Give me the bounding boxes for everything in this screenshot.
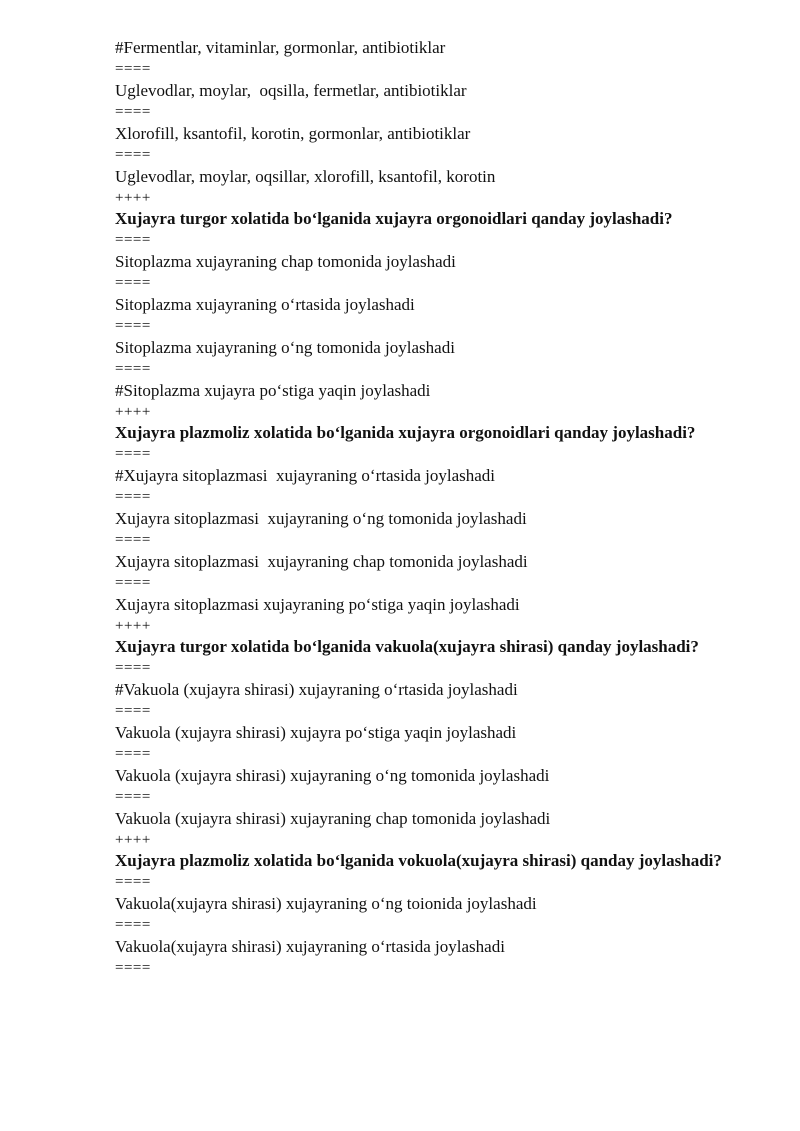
separator-line: ====	[115, 446, 151, 462]
answer-option: #Vakuola (xujayra shirasi) xujayraning o‘rtasida joylashadi	[115, 680, 518, 699]
answer-option: Uglevodlar, moylar, oqsillar, xlorofill, ksantofil, korotin	[115, 167, 496, 186]
separator-line: ====	[115, 275, 151, 291]
separator-line: ====	[115, 361, 151, 377]
answer-option: Vakuola(xujayra shirasi) xujayraning o‘ng toionida joylashadi	[115, 894, 537, 913]
answer-option: Xujayra sitoplazmasi xujayraning po‘stiga yaqin joylashadi	[115, 595, 520, 614]
separator-line: ====	[115, 789, 151, 805]
document-page	[115, 36, 745, 978]
answer-option: Vakuola (xujayra shirasi) xujayra po‘stiga yaqin joylashadi	[115, 723, 517, 742]
answer-option: Sitoplazma xujayraning chap tomonida joylashadi	[115, 252, 456, 271]
question-text: Xujayra turgor xolatida bo‘lganida xujayra orgonoidlari qanday joylashadi?	[115, 209, 673, 228]
answer-option: #Sitoplazma xujayra po‘stiga yaqin joylashadi	[115, 381, 431, 400]
separator-line: ====	[115, 703, 151, 719]
answer-option: Sitoplazma xujayraning o‘rtasida joylashadi	[115, 295, 415, 314]
separator-line: ====	[115, 232, 151, 248]
separator-line: ====	[115, 575, 151, 591]
separator-line: ++++	[115, 832, 151, 848]
separator-line: ====	[115, 532, 151, 548]
separator-line: ====	[115, 147, 151, 163]
separator-line: ====	[115, 874, 151, 890]
separator-line: ++++	[115, 618, 151, 634]
answer-option: #Fermentlar, vitaminlar, gormonlar, antibiotiklar	[115, 38, 446, 57]
separator-line: ====	[115, 104, 151, 120]
answer-option: Xujayra sitoplazmasi xujayraning o‘ng tomonida joylashadi	[115, 509, 527, 528]
separator-line: ====	[115, 917, 151, 933]
answer-option: Xujayra sitoplazmasi xujayraning chap tomonida joylashadi	[115, 552, 528, 571]
separator-line: ++++	[115, 404, 151, 420]
separator-line: ====	[115, 660, 151, 676]
answer-option: Sitoplazma xujayraning o‘ng tomonida joylashadi	[115, 338, 455, 357]
separator-line: ====	[115, 489, 151, 505]
answer-option: Vakuola (xujayra shirasi) xujayraning chap tomonida joylashadi	[115, 809, 551, 828]
separator-line: ++++	[115, 190, 151, 206]
question-text: Xujayra turgor xolatida bo‘lganida vakuola(xujayra shirasi) qanday joylashadi?	[115, 637, 699, 656]
answer-option: #Xujayra sitoplazmasi xujayraning o‘rtasida joylashadi	[115, 466, 496, 485]
answer-option: Vakuola (xujayra shirasi) xujayraning o‘ng tomonida joylashadi	[115, 766, 550, 785]
answer-option: Xlorofill, ksantofil, korotin, gormonlar, antibiotiklar	[115, 124, 471, 143]
separator-line: ====	[115, 746, 151, 762]
answer-option: Uglevodlar, moylar, oqsilla, fermetlar, antibiotiklar	[115, 81, 467, 100]
question-text: Xujayra plazmoliz xolatida bo‘lganida xujayra orgonoidlari qanday joylashadi?	[115, 423, 696, 442]
separator-line: ====	[115, 318, 151, 334]
separator-line: ====	[115, 960, 151, 976]
separator-line: ====	[115, 61, 151, 77]
question-text: Xujayra plazmoliz xolatida bo‘lganida vokuola(xujayra shirasi) qanday joylashadi?	[115, 851, 722, 870]
answer-option: Vakuola(xujayra shirasi) xujayraning o‘rtasida joylashadi	[115, 937, 505, 956]
